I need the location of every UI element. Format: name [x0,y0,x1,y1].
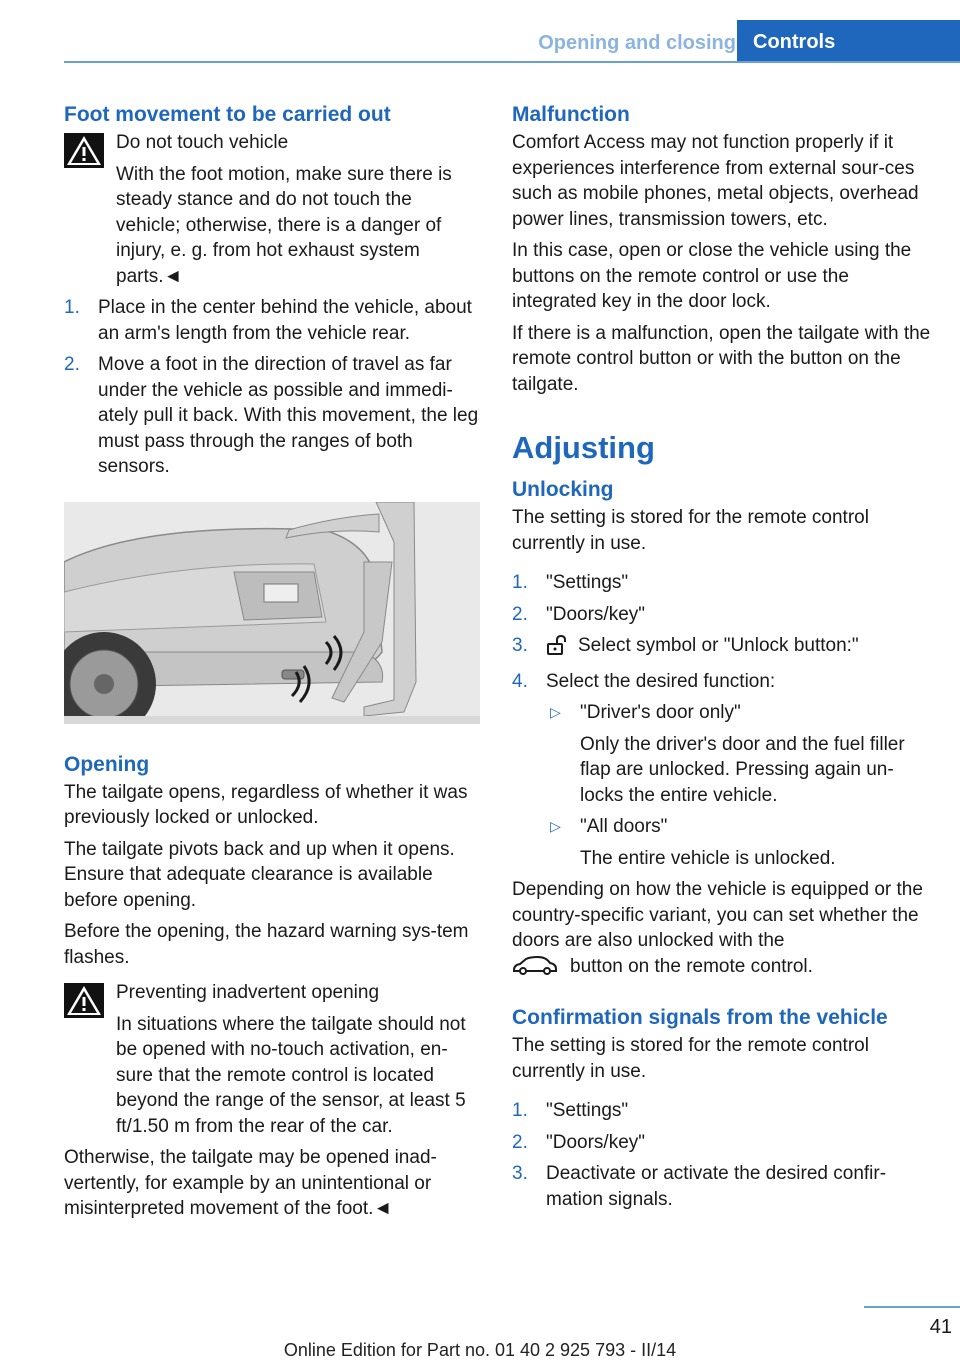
list-text: Select symbol or "Unlock button:" [578,635,859,656]
list-number: 2. [512,603,528,625]
warning-title: Preventing inadvertent opening [116,982,380,1003]
confirmation-steps-list [512,1098,932,1212]
sub-list-item [512,700,932,808]
list-number: 1. [64,297,80,318]
footer-rule [864,1306,960,1308]
list-text: Select the desired function: [546,670,776,692]
confirmation-heading: Confirmation signals from the vehicle [512,1006,888,1029]
malfunction-paragraph-1: Comfort Access may not function properly if it experiences interference from external sour‐ces such as mobile phones, metal objects, overhead power lines, transmission towers, etc. [512,132,919,230]
opening-paragraph-1: The tailgate opens, regardless of whether it was previously locked or unlocked. [64,781,468,828]
unlocking-intro: The setting is stored for the remote control currently in use. [512,507,869,554]
opening-paragraph-2: The tailgate pivots back and up when it opens. Ensure that adequate clearance is available before opening. [64,838,455,911]
list-text: Deactivate or activate the desired confir‐mation signals. [546,1163,887,1210]
car-outline-icon [512,956,558,984]
option-label: "Driver's door only" [580,702,741,723]
unlock-steps-list [512,570,932,871]
list-number: 2. [64,354,80,375]
list-text: "Settings" [546,572,629,593]
list-number: 3. [512,635,528,656]
list-item [512,633,932,663]
warning-body: In situations where the tailgate should not be opened with no-touch activation, en‐sure that the remote control is located beyond the range of the sensor, at least 5 ft/1.50 m from the rear of the car. [116,1013,466,1137]
malfunction-paragraph-3: If there is a malfunction, open the tailgate with the remote control button or with the button on the tailgate. [512,322,931,395]
option-description: The entire vehicle is unlocked. [580,847,836,869]
warning-triangle-icon [64,983,104,1018]
edition-footer: Online Edition for Part no. 01 40 2 925 793 - II/14 [283,1340,677,1360]
malfunction-heading: Malfunction [512,103,630,126]
left-column [64,100,480,1228]
foot-steps-list [64,295,480,480]
warning-title: Do not touch vehicle [116,132,289,153]
triangle-bullet-icon: ▷ [550,704,561,720]
malfunction-paragraph-2: In this case, open or close the vehicle using the buttons on the remote control or use the integrated key in the door lock. [512,240,912,312]
list-item [64,352,480,480]
unlocking-paragraph [512,877,932,983]
warning-continuation: Otherwise, the tailgate may be opened inad‐vertently, for example by an unintentional or misinterpreted movement of the foot.◄ [64,1147,437,1219]
list-text: Place in the center behind the vehicle, about an arm's length from the vehicle rear. [98,297,472,344]
warning-do-not-touch [64,130,480,289]
list-text: "Settings" [546,1100,629,1121]
list-number: 4. [512,670,528,692]
list-number: 1. [512,1100,528,1121]
option-label: "All doors" [580,816,668,837]
unlock-symbol-icon [546,635,568,663]
list-text: "Doors/key" [546,603,646,625]
header-rule [64,61,960,63]
list-item [512,570,932,596]
unlocking-text-before: Depending on how the vehicle is equipped or the country-specific variant, you can set whether the doors are also unlocked with the [512,879,923,951]
right-column [512,100,932,1218]
sub-list-item [512,814,932,871]
list-text: Move a foot in the direction of travel as far under the vehicle as possible and immedi‐ately pull it back. With this movement, the leg must pass through the ranges of both sensors. [98,354,479,477]
list-item [512,669,932,695]
list-item [512,602,932,628]
confirmation-intro: The setting is stored for the remote control currently in use. [512,1035,869,1082]
triangle-bullet-icon: ▷ [550,818,561,834]
adjusting-heading: Adjusting [512,430,655,465]
tailgate-foot-illustration [64,502,480,724]
warning-inadvertent-opening [64,980,480,1139]
list-item [64,295,480,346]
list-number: 3. [512,1163,528,1184]
opening-heading: Opening [64,752,150,776]
list-item [512,1161,932,1212]
header-section-title: Opening and closing [538,32,736,54]
foot-movement-heading: Foot movement to be carried out [64,103,391,126]
list-item [512,1130,932,1156]
unlocking-heading: Unlocking [512,478,614,501]
warning-body: With the foot motion, make sure there is steady stance and do not touch the vehicle; otherwise, there is a danger of injury, e. g. from hot exhaust system parts.◄ [116,163,452,287]
page-header [0,0,960,64]
page-number: 41 [929,1316,952,1338]
list-number: 2. [512,1131,528,1153]
header-tab-controls: Controls [737,20,960,62]
list-text: "Doors/key" [546,1131,646,1153]
option-description: Only the driver's door and the fuel filler flap are unlocked. Pressing again un‐locks the entire vehicle. [580,733,905,806]
warning-triangle-icon [64,133,104,168]
opening-paragraph-3: Before the opening, the hazard warning sys‐tem flashes. [64,921,469,968]
list-number: 1. [512,572,528,593]
list-item [512,1098,932,1124]
unlocking-text-after: button on the remote control. [570,955,813,977]
